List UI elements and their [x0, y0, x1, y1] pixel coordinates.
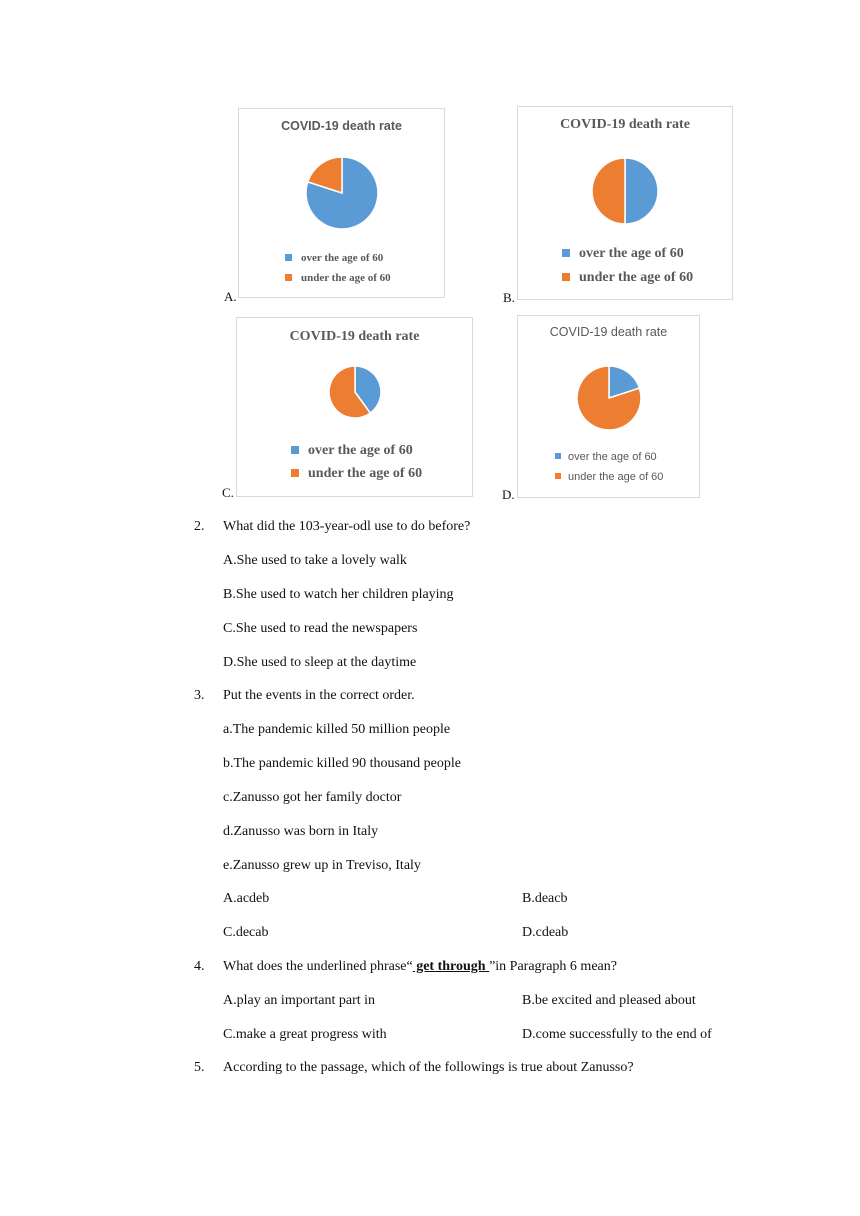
question-number: 3.: [194, 688, 205, 703]
legend-item-under-60: [285, 272, 391, 284]
option-letter-b: B.: [503, 290, 515, 305]
legend-label: over the age of 60: [301, 252, 384, 264]
answer-option: D.come successfully to the end of: [522, 1027, 712, 1042]
question-number: 2.: [194, 519, 205, 534]
answer-option: C.decab: [223, 925, 269, 940]
legend-label: under the age of 60: [301, 272, 391, 284]
legend-swatch-blue: [291, 446, 299, 454]
legend-swatch-orange: [555, 473, 561, 479]
answer-option: A.She used to take a lovely walk: [223, 553, 407, 568]
legend-item-over-60: [562, 246, 684, 262]
legend-swatch-blue: [555, 453, 561, 459]
question-number: 5.: [194, 1060, 205, 1075]
answer-option: B.She used to watch her children playing: [223, 587, 454, 602]
event-item: b.The pandemic killed 90 thousand people: [223, 756, 461, 771]
answer-option: A.play an important part in: [223, 993, 376, 1008]
answer-option: C.She used to read the newspapers: [223, 621, 418, 636]
legend-item-over-60: [291, 443, 413, 459]
option-letter-d: D.: [502, 487, 515, 502]
legend-swatch-blue: [562, 249, 570, 257]
answer-option: B.deacb: [522, 891, 568, 906]
answer-option: D.cdeab: [522, 925, 569, 940]
pie-chart-d: [518, 316, 699, 497]
legend-item-over-60: [555, 451, 657, 463]
chart-title: COVID-19 death rate: [549, 325, 668, 339]
question-3-text: Put the events in the correct order.: [223, 688, 415, 703]
question-4-text-after: ”in Paragraph 6 mean?: [489, 959, 617, 974]
question-5-text: According to the passage, which of the followings is true about Zanusso?: [223, 1060, 634, 1075]
answer-option: B.be excited and pleased about: [522, 993, 696, 1008]
legend-item-over-60: [285, 252, 383, 264]
legend-label: over the age of 60: [308, 443, 413, 458]
chart-title: COVID-19 death rate: [281, 119, 402, 133]
chart-title: COVID-19 death rate: [560, 117, 690, 132]
pie-slice-under-60: [592, 158, 625, 224]
legend-swatch-orange: [562, 273, 570, 281]
event-item: e.Zanusso grew up in Treviso, Italy: [223, 858, 421, 873]
question-4-text-before: What does the underlined phrase“: [223, 959, 413, 974]
legend-item-under-60: [291, 466, 422, 482]
question-number: 4.: [194, 959, 205, 974]
legend-label: under the age of 60: [579, 270, 694, 285]
legend-swatch-orange: [285, 274, 292, 281]
question-2-text: What did the 103-year-odl use to do before?: [223, 519, 471, 534]
legend-label: over the age of 60: [579, 246, 684, 261]
option-letter-c: C.: [222, 485, 234, 500]
chart-option-b: [517, 106, 733, 300]
option-letter-a: A.: [224, 289, 237, 304]
answer-option: A.acdeb: [223, 891, 270, 906]
chart-option-a: [238, 108, 445, 298]
answer-option: D.She used to sleep at the daytime: [223, 655, 417, 670]
legend-item-under-60: [562, 270, 693, 286]
underlined-phrase: get through: [412, 959, 490, 974]
legend-label: under the age of 60: [568, 471, 664, 483]
event-item: a.The pandemic killed 50 million people: [223, 722, 451, 737]
legend-label: over the age of 60: [568, 451, 657, 463]
event-item: d.Zanusso was born in Italy: [223, 824, 379, 839]
chart-title: COVID-19 death rate: [289, 329, 420, 344]
legend-swatch-blue: [285, 254, 292, 261]
answer-option: C.make a great progress with: [223, 1027, 387, 1042]
legend-swatch-orange: [291, 469, 299, 477]
legend-label: under the age of 60: [308, 466, 423, 481]
legend-item-under-60: [555, 471, 663, 483]
question-4-text: [223, 959, 617, 975]
pie-chart-a: [239, 109, 444, 297]
chart-option-d: [517, 315, 700, 498]
chart-option-c: [236, 317, 473, 497]
event-item: c.Zanusso got her family doctor: [223, 790, 402, 805]
pie-slice-over-60: [625, 158, 658, 224]
